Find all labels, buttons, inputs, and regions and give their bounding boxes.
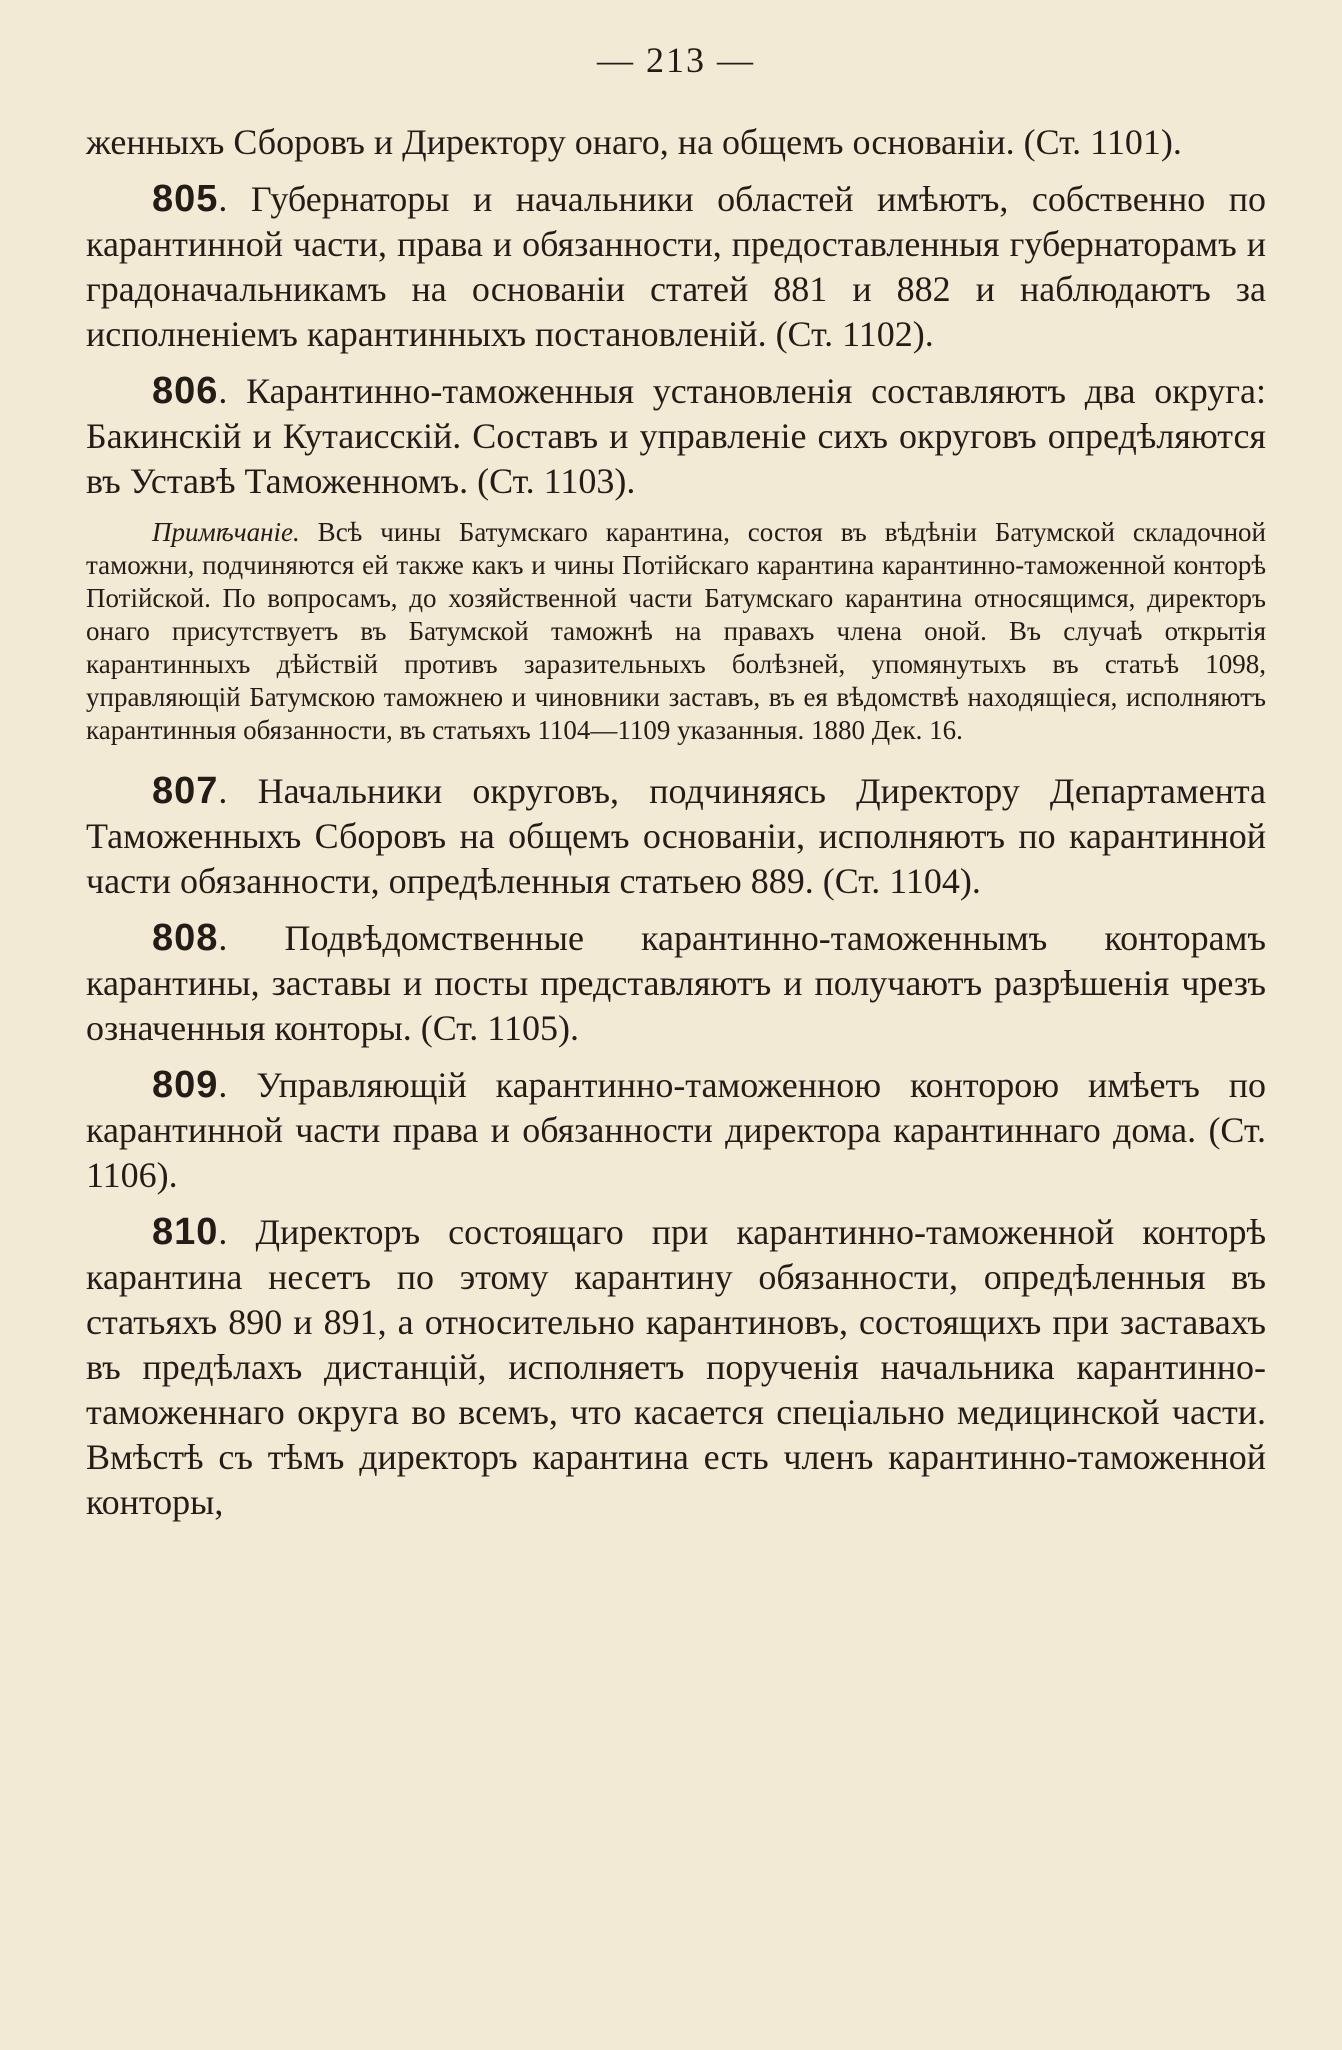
article-number: 806 [152, 370, 219, 412]
note-label: Примѣчанiе. [152, 517, 300, 547]
article-text: . Управляющiй карантинно-таможенною конторою имѣетъ по карантинной части права и обязанности директора карантиннаго дома. (Ст. 1106). [86, 1065, 1266, 1195]
article-810 [86, 1210, 1266, 1525]
article-number: 805 [152, 178, 219, 220]
article-809 [86, 1063, 1266, 1198]
article-text: . Начальники округовъ, подчиняясь Директору Департамента Таможенныхъ Сборовъ на общемъ основанiи, исполняютъ по карантинной части обязанности, опредѣленныя статьею 889. (Ст. 1104). [86, 771, 1266, 901]
page-number: — 213 — [597, 40, 755, 80]
article-number: 809 [152, 1064, 219, 1106]
article-text: . Директоръ состоящаго при карантинно-таможенной конторѣ карантина несетъ по этому карантину обязанности, опредѣленныя въ статьяхъ 890 и 891, а относительно карантиновъ, состоящихъ при заставахъ въ предѣлахъ дистанцiй, исполняетъ порученiя начальника карантинно-таможеннаго округа во всемъ, что касается спецiально медицинской части. Вмѣстѣ съ тѣмъ директоръ карантина есть членъ карантинно-таможенной конторы, [86, 1212, 1266, 1522]
article-808 [86, 916, 1266, 1051]
note-text: Всѣ чины Батумскаго карантина, состоя въ вѣдѣнiи Батумской складочной таможни, подчиняются ей также какъ и чины Потiйскаго карантина карантинно-таможенной конторѣ Потiйской. По вопросамъ, до хозяйственной части Батумскаго карантина относящимся, директоръ онаго присутствуетъ въ Батумской таможнѣ на правахъ члена оной. Въ случаѣ открытiя карантинныхъ дѣйствiй противъ заразительныхъ болѣзней, упомянутыхъ въ статьѣ 1098, управляющiй Батумскою таможнею и чиновники заставъ, въ ея вѣдомствѣ находящiеся, исполняютъ карантинныя обязанности, въ статьяхъ 1104—1109 указанныя. 1880 Дек. 16. [86, 517, 1266, 745]
document-page [86, 38, 1266, 1537]
article-806 [86, 369, 1266, 504]
article-807 [86, 769, 1266, 904]
article-text: . Подвѣдомственные карантинно-таможеннымъ конторамъ карантины, заставы и посты представляютъ и получаютъ разрѣшенiя чрезъ означенныя конторы. (Ст. 1105). [86, 918, 1266, 1048]
article-note [86, 516, 1266, 747]
article-number: 807 [152, 770, 219, 812]
article-number: 808 [152, 917, 219, 959]
continued-paragraph: женныхъ Сборовъ и Директору онаго, на общемъ основанiи. (Ст. 1101). [86, 122, 1182, 162]
article-805 [86, 177, 1266, 357]
article-text: . Губернаторы и начальники областей имѣютъ, собственно по карантинной части, права и обязанности, предоставленныя губернаторамъ и градоначальникамъ на основанiи статей 881 и 882 и наблюдаютъ за исполненiемъ карантинныхъ постановленiй. (Ст. 1102). [86, 179, 1266, 354]
article-text: . Карантинно-таможенныя установленiя составляютъ два округа: Бакинскiй и Кутаисскiй. Составъ и управленiе сихъ округовъ опредѣляются въ Уставѣ Таможенномъ. (Ст. 1103). [86, 371, 1266, 501]
article-number: 810 [152, 1211, 219, 1253]
